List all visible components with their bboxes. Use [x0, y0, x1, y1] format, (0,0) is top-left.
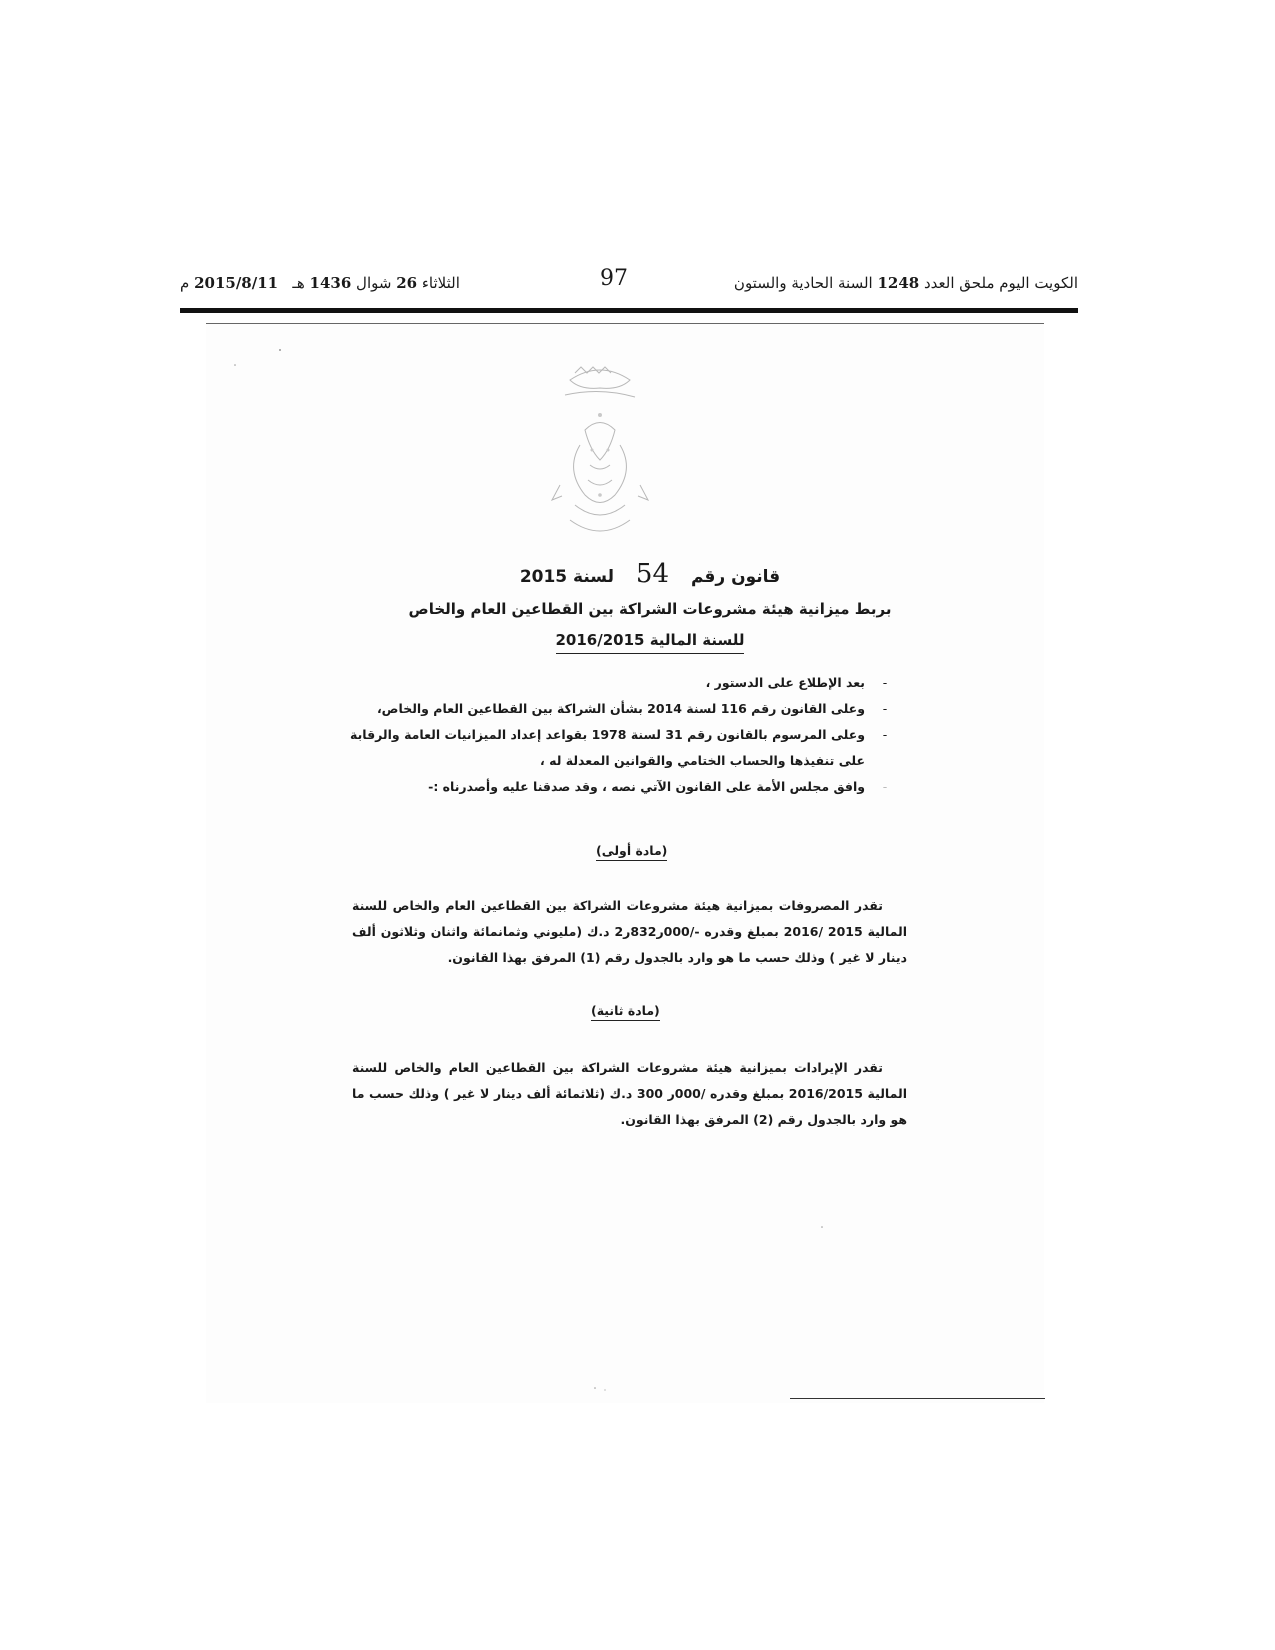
preamble-item: - وعلى القانون رقم 116 لسنة 2014 بشأن الشراكة بين القطاعين العام والخاص،: [350, 696, 905, 722]
gazette-header: [180, 262, 1078, 302]
law-fiscal-year: للسنة المالية 2016/2015: [556, 627, 745, 654]
gazette-issue-info: [734, 274, 1078, 292]
gregorian-date: 2015/8/11: [194, 274, 279, 292]
hijri-day: 26: [396, 274, 418, 292]
law-title-block: [380, 560, 920, 654]
scan-bottom-rule: [790, 1398, 1045, 1399]
hijri-year: 1436: [309, 274, 352, 292]
law-title: [380, 560, 920, 591]
gregorian-suffix: م: [180, 274, 190, 292]
preamble: [350, 670, 905, 800]
preamble-item: - بعد الإطلاع على الدستور ،: [350, 670, 905, 696]
state-emblem-icon: [530, 355, 670, 555]
issue-number: 1248: [877, 274, 920, 292]
article-1-heading: (مادة أولى): [596, 843, 667, 861]
law-number: 54: [635, 559, 670, 589]
gazette-prefix: الكويت اليوم ملحق العدد: [924, 274, 1078, 292]
page-number: 97: [600, 266, 628, 291]
preamble-item: - وافق مجلس الأمة على القانون الآتي نصه ، وقد صدقنا عليه وأصدرناه :-: [350, 774, 905, 800]
scan-top-border: [206, 323, 1044, 324]
preamble-text: وعلى المرسوم بالقانون رقم 31 لسنة 1978 بقواعد إعداد الميزانيات العامة والرقابة على تنفيذها والحساب الختامي والقوانين المعدلة له ،: [350, 727, 865, 768]
law-title-suffix: لسنة 2015: [519, 567, 614, 587]
preamble-text: وافق مجلس الأمة على القانون الآتي نصه ، وقد صدقنا عليه وأصدرناه :-: [428, 779, 865, 794]
law-title-prefix: قانون رقم: [690, 567, 781, 587]
weekday: الثلاثاء: [421, 274, 460, 292]
preamble-item: - وعلى المرسوم بالقانون رقم 31 لسنة 1978 بقواعد إعداد الميزانيات العامة والرقابة على تنفيذها والحساب الختامي والقوانين المعدلة له ،: [350, 722, 905, 774]
hijri-suffix: هـ: [292, 274, 305, 292]
article-2-heading: (مادة ثانية): [591, 1003, 660, 1021]
gazette-date: [180, 274, 460, 292]
header-rule: [180, 308, 1078, 313]
hijri-month: شوال: [356, 274, 392, 292]
article-1-body: تقدر المصروفات بميزانية هيئة مشروعات الشراكة بين القطاعين العام والخاص للسنة المالية 2015 /2016 بمبلغ وقدره -/000ر832ر2 د.ك (مليوني وثمانمائة واثنان وثلاثون ألف دينار لا غير ) وذلك حسب ما هو وارد بالجدول رقم (1) المرفق بهذا القانون.: [352, 898, 907, 965]
law-subtitle: بربط ميزانية هيئة مشروعات الشراكة بين القطاعين العام والخاص: [408, 600, 892, 618]
preamble-text: وعلى القانون رقم 116 لسنة 2014 بشأن الشراكة بين القطاعين العام والخاص،: [376, 701, 865, 716]
year-text: السنة الحادية والستون: [733, 274, 873, 292]
article-2-body: تقدر الإيرادات بميزانية هيئة مشروعات الشراكة بين القطاعين العام والخاص للسنة المالية 2016/2015 بمبلغ وقدره /000ر 300 د.ك (ثلاثمائة ألف دينار لا غير ) وذلك حسب ما هو وارد بالجدول رقم (2) المرفق بهذا القانون.: [352, 1060, 907, 1127]
preamble-text: بعد الإطلاع على الدستور ،: [705, 675, 865, 690]
